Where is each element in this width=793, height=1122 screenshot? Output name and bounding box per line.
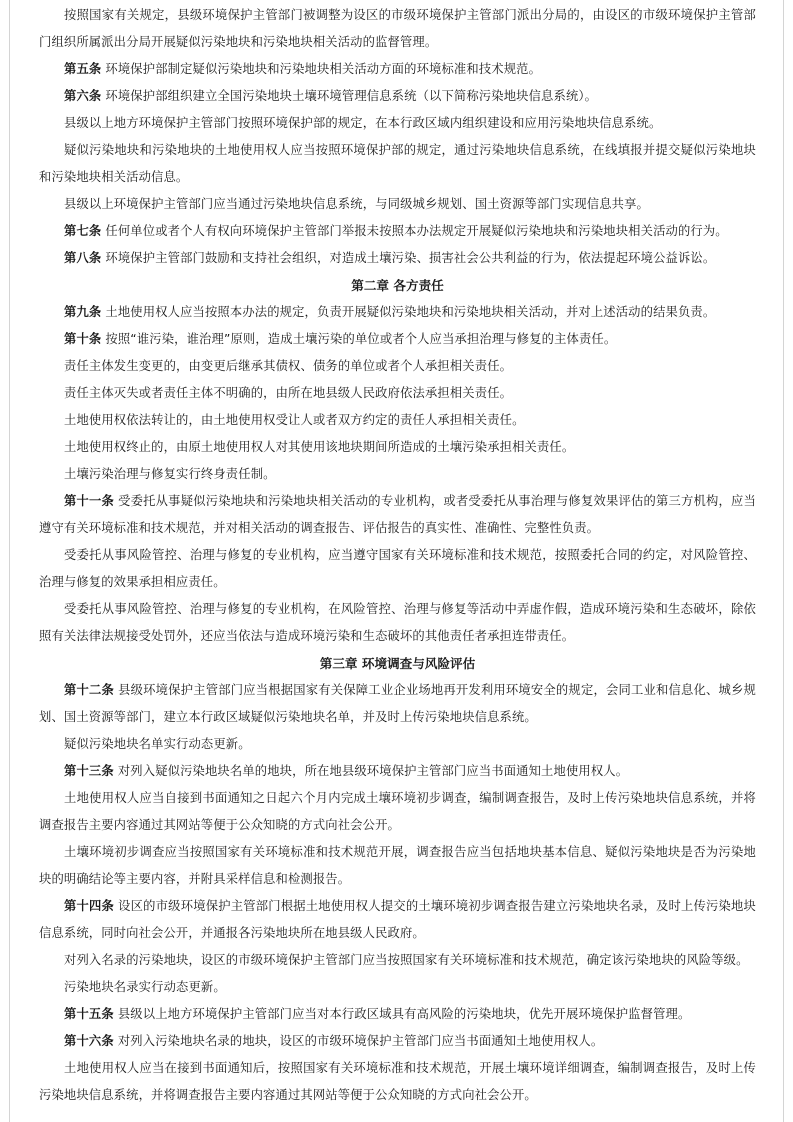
paragraph-text: 按照“谁污染，谁治理”原则，造成土壤污染的单位或者个人应当承担治理与修复的主体责任。 (105, 332, 617, 346)
paragraph-text: 对列入名录的污染地块，设区的市级环境保护主管部门应当按照国家有关环境标准和技术规范，确定该污染地块的风险等级。 (64, 953, 749, 967)
paragraph-text: 环境保护部组织建立全国污染地块土壤环境管理信息系统（以下简称污染地块信息系统）。 (105, 89, 598, 103)
paragraph-text: 设区的市级环境保护主管部门根据土地使用权人提交的土壤环境初步调查报告建立污染地块名录，及时上传污染地块信息系统，同时向社会公开，并通报各污染地块所在地县级人民政府。 (39, 899, 756, 940)
paragraph-text: 疑似污染地块名单实行动态更新。 (64, 737, 251, 751)
paragraph-text: 土地使用权依法转让的，由土地使用权受让人或者双方约定的责任人承担相关责任。 (64, 413, 525, 427)
paragraph (39, 1055, 756, 1109)
chapter-heading: 第三章 环境调查与风险评估 (319, 656, 476, 671)
article-paragraph (39, 245, 756, 272)
article-paragraph (39, 326, 756, 353)
article-number: 第十条 (64, 332, 102, 346)
paragraph-text: 土地使用权人应当在接到书面通知后，按照国家有关环境标准和技术规范，开展土壤环境详细调查，编制调查报告，及时上传污染地块信息系统，并将调查报告主要内容通过其网站等便于公众知晓的方式向社会公开。 (39, 1061, 756, 1102)
paragraph-text: 对列入污染地块名录的地块，设区的市级环境保护主管部门应当书面通知土地使用权人。 (117, 1034, 604, 1048)
article-number: 第五条 (64, 62, 102, 76)
article-paragraph (39, 893, 756, 947)
paragraph (39, 974, 756, 1001)
paragraph-text: 责任主体发生变更的，由变更后继承其债权、债务的单位或者个人承担相关责任。 (64, 359, 513, 373)
article-paragraph (39, 1028, 756, 1055)
paragraph (39, 785, 756, 839)
document-body (39, 2, 756, 1109)
article-paragraph (39, 299, 756, 326)
paragraph-text: 县级以上地方环境保护主管部门应当对本行政区域具有高风险的污染地块，优先开展环境保护监督管理。 (117, 1007, 691, 1021)
article-number: 第七条 (64, 224, 102, 238)
article-number: 第十三条 (64, 764, 114, 778)
paragraph-text: 土地使用权人应当自接到书面通知之日起六个月内完成土壤环境初步调查，编制调查报告，及时上传污染地块信息系统，并将调查报告主要内容通过其网站等便于公众知晓的方式向社会公开。 (39, 791, 756, 832)
paragraph-text: 县级环境保护主管部门应当根据国家有关保障工业企业场地再开发利用环境安全的规定，会同工业和信息化、城乡规划、国土资源等部门，建立本行政区域疑似污染地块名单，并及时上传污染地块信息系统。 (39, 683, 756, 724)
paragraph-text: 受委托从事风险管控、治理与修复的专业机构，应当遵守国家有关环境标准和技术规范，按照委托合同的约定，对风险管控、治理与修复的效果承担相应责任。 (39, 548, 756, 589)
paragraph-text: 环境保护部制定疑似污染地块和污染地块相关活动方面的环境标准和技术规范。 (105, 62, 542, 76)
paragraph-text: 土地使用权人应当按照本办法的规定，负责开展疑似污染地块和污染地块相关活动，并对上述活动的结果负责。 (105, 305, 716, 319)
paragraph-text: 污染地块名录实行动态更新。 (64, 980, 226, 994)
article-number: 第十五条 (64, 1007, 114, 1021)
article-number: 第八条 (64, 251, 102, 265)
paragraph-text: 疑似污染地块和污染地块的土地使用权人应当按照环境保护部的规定，通过污染地块信息系统，在线填报并提交疑似污染地块和污染地块相关活动信息。 (39, 143, 756, 184)
chapter-heading: 第二章 各方责任 (351, 278, 444, 293)
article-number: 第十一条 (64, 494, 115, 508)
paragraph-text: 受委托从事风险管控、治理与修复的专业机构，在风险管控、治理与修复等活动中弄虚作假，造成环境污染和生态破坏，除依照有关法律法规接受处罚外，还应当依法与造成环境污染和生态破坏的其他责任者承担连带责任。 (39, 602, 756, 643)
paragraph (39, 542, 756, 596)
article-number: 第十四条 (64, 899, 115, 913)
paragraph (39, 191, 756, 218)
paragraph (39, 731, 756, 758)
article-number: 第六条 (64, 89, 102, 103)
paragraph-text: 责任主体灭失或者责任主体不明确的，由所在地县级人民政府依法承担相关责任。 (64, 386, 513, 400)
article-paragraph (39, 218, 756, 245)
paragraph (39, 434, 756, 461)
paragraph-text: 县级以上环境保护主管部门应当通过污染地块信息系统，与同级城乡规划、国土资源等部门实现信息共享。 (64, 197, 650, 211)
paragraph (39, 380, 756, 407)
paragraph (39, 110, 756, 137)
paragraph (39, 407, 756, 434)
article-number: 第九条 (64, 305, 102, 319)
article-number: 第十六条 (64, 1034, 114, 1048)
paragraph-text: 土壤环境初步调查应当按照国家有关环境标准和技术规范开展，调查报告应当包括地块基本信息、疑似污染地块是否为污染地块的明确结论等主要内容，并附具采样信息和检测报告。 (39, 845, 756, 886)
article-paragraph (39, 677, 756, 731)
article-number: 第十二条 (64, 683, 115, 697)
paragraph (39, 596, 756, 650)
document-page (9, 0, 784, 1122)
paragraph (39, 353, 756, 380)
article-paragraph (39, 83, 756, 110)
paragraph-text: 对列入疑似污染地块名单的地块，所在地县级环境保护主管部门应当书面通知土地使用权人。 (117, 764, 629, 778)
paragraph (39, 839, 756, 893)
article-paragraph (39, 488, 756, 542)
paragraph-text: 土地使用权终止的，由原土地使用权人对其使用该地块期间所造成的土壤污染承担相关责任。 (64, 440, 575, 454)
paragraph-text: 按照国家有关规定，县级环境保护主管部门被调整为设区的市级环境保护主管部门派出分局的，由设区的市级环境保护主管部门组织所属派出分局开展疑似污染地块和污染地块相关活动的监督管理。 (39, 8, 756, 49)
paragraph-text: 受委托从事疑似污染地块和污染地块相关活动的专业机构，或者受委托从事治理与修复效果评估的第三方机构，应当遵守有关环境标准和技术规范，并对相关活动的调查报告、评估报告的真实性、准确性、完整性负责。 (39, 494, 756, 535)
paragraph-text: 环境保护主管部门鼓励和支持社会组织，对造成土壤污染、损害社会公共利益的行为，依法提起环境公益诉讼。 (105, 251, 716, 265)
paragraph (39, 461, 756, 488)
paragraph-text: 任何单位或者个人有权向环境保护主管部门举报未按照本办法规定开展疑似污染地块和污染地块相关活动的行为。 (105, 224, 728, 238)
article-paragraph (39, 56, 756, 83)
paragraph (39, 947, 756, 974)
article-paragraph (39, 1001, 756, 1028)
paragraph-text: 县级以上地方环境保护主管部门按照环境保护部的规定，在本行政区域内组织建设和应用污染地块信息系统。 (64, 116, 662, 130)
paragraph (39, 2, 756, 56)
article-paragraph (39, 758, 756, 785)
paragraph-text: 土壤污染治理与修复实行终身责任制。 (64, 467, 276, 481)
paragraph (39, 137, 756, 191)
